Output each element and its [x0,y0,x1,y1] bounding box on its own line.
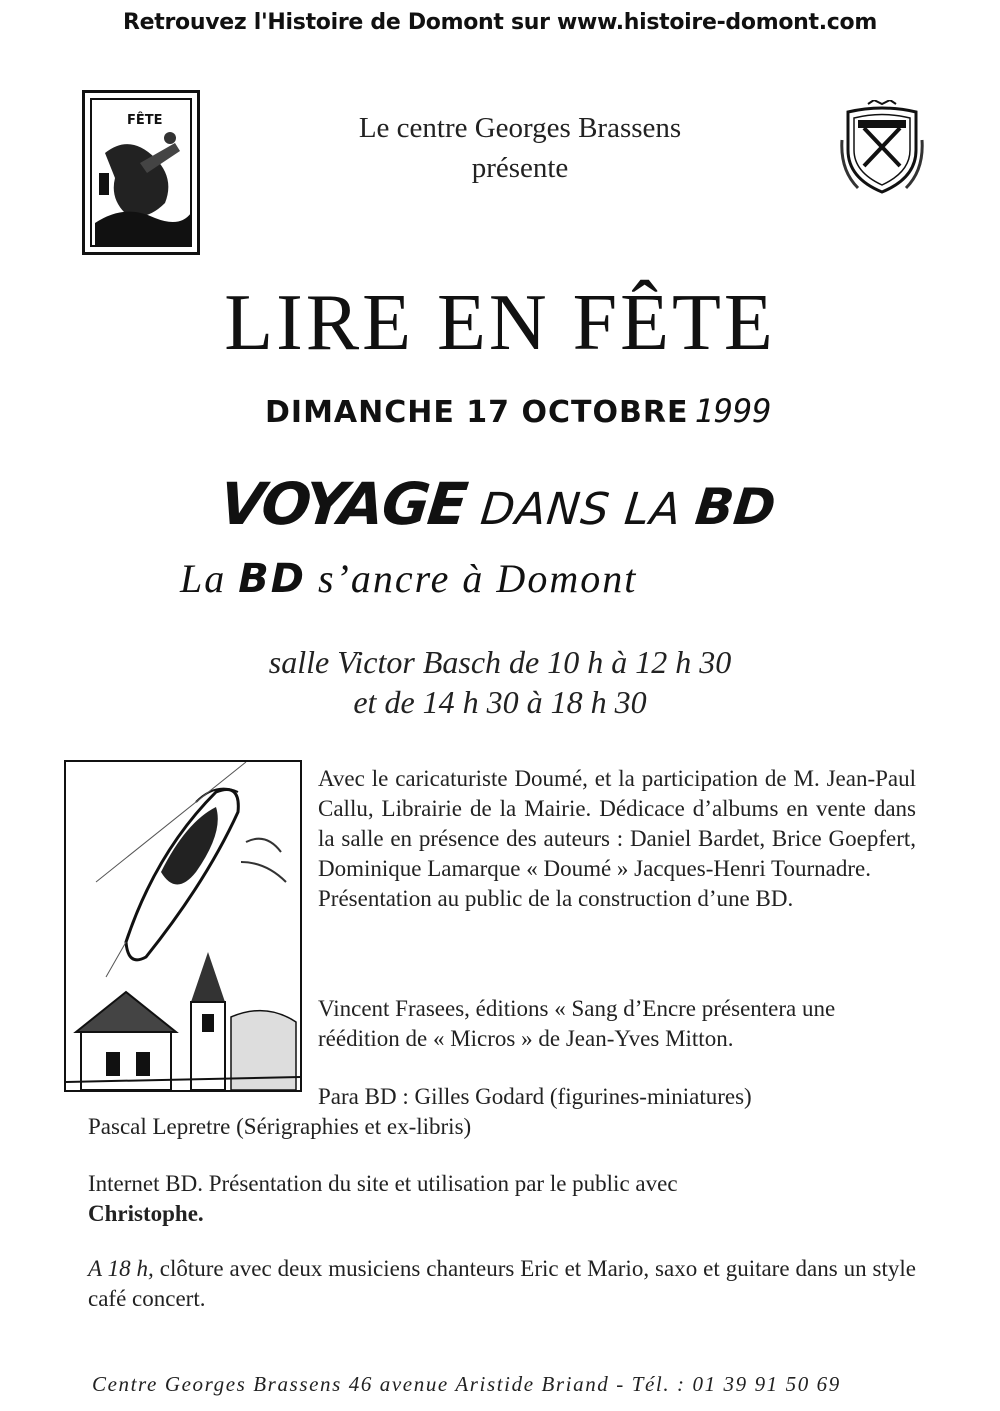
closing-text: clôture avec deux musiciens chanteurs Eric et Mario, saxo et guitare dans un style café concert. [88,1256,916,1311]
subtitle-post: s’ancre à Domont [317,556,638,601]
headline-word-2: DANS LA [478,484,685,535]
logo-label: FÊTE [127,113,163,128]
coat-of-arms-icon [838,100,926,196]
website-banner: Retrouvez l'Histoire de Domont sur www.histoire-domont.com [123,10,877,35]
internet-line-1: Internet BD. Présentation du site et utilisation par le public avec [88,1171,678,1196]
lire-en-fete-logo [82,90,200,255]
headline-word-3: BD [692,478,779,536]
paragraph-para-bd [88,1082,918,1142]
comic-illustration [64,760,302,1092]
presenter-block [250,108,790,188]
hours-line-1: salle Victor Basch de 10 h à 12 h 30 [268,644,732,680]
para-bd-line-1: Para BD : Gilles Godard (figurines-miniatures) [318,1084,752,1109]
subtitle-pre: La [180,556,227,601]
event-day: DIMANCHE 17 OCTOBRE [265,395,689,430]
presenter-line-2: présente [471,152,569,184]
headline [216,470,823,538]
headline-word-1: VOYAGE [216,470,470,538]
paragraph-internet [88,1169,916,1229]
paragraph-editions: Vincent Frasees, éditions « Sang d’Encre présentera une réédition de « Micros » de Jean-Yves Mitton. [318,996,836,1051]
opening-hours [150,642,850,722]
subtitle-bd: BD [238,556,306,602]
presenter-line-1: Le centre Georges Brassens [358,112,682,144]
hours-line-2: et de 14 h 30 à 18 h 30 [353,684,647,720]
presentation-text: Présentation au public de la construction d’une BD. [318,886,794,911]
event-year: 1999 [694,392,772,430]
paragraph-closing [88,1254,916,1314]
footer-address: Centre Georges Brassens 46 avenue Aristide Briand - Tél. : 01 39 91 50 69 [92,1372,841,1396]
internet-line-2: Christophe. [88,1201,204,1226]
subtitle [180,555,880,602]
paragraph-participants [318,764,916,914]
para-bd-line-2: Pascal Lepretre (Sérigraphies et ex-libris) [88,1114,472,1139]
closing-time: A 18 h, [88,1256,154,1281]
event-date [265,392,885,430]
participants-text: Avec le caricaturiste Doumé, et la participation de M. Jean-Paul Callu, Librairie de la Mairie. Dédicace d’albums en vente dans la salle en présence des auteurs : Daniel Bardet, Brice Goepfert, Dominique Lamarque « Doumé » Jacques-Henri Tournadre. [318,766,916,881]
event-title: LIRE EN FÊTE [224,279,776,367]
